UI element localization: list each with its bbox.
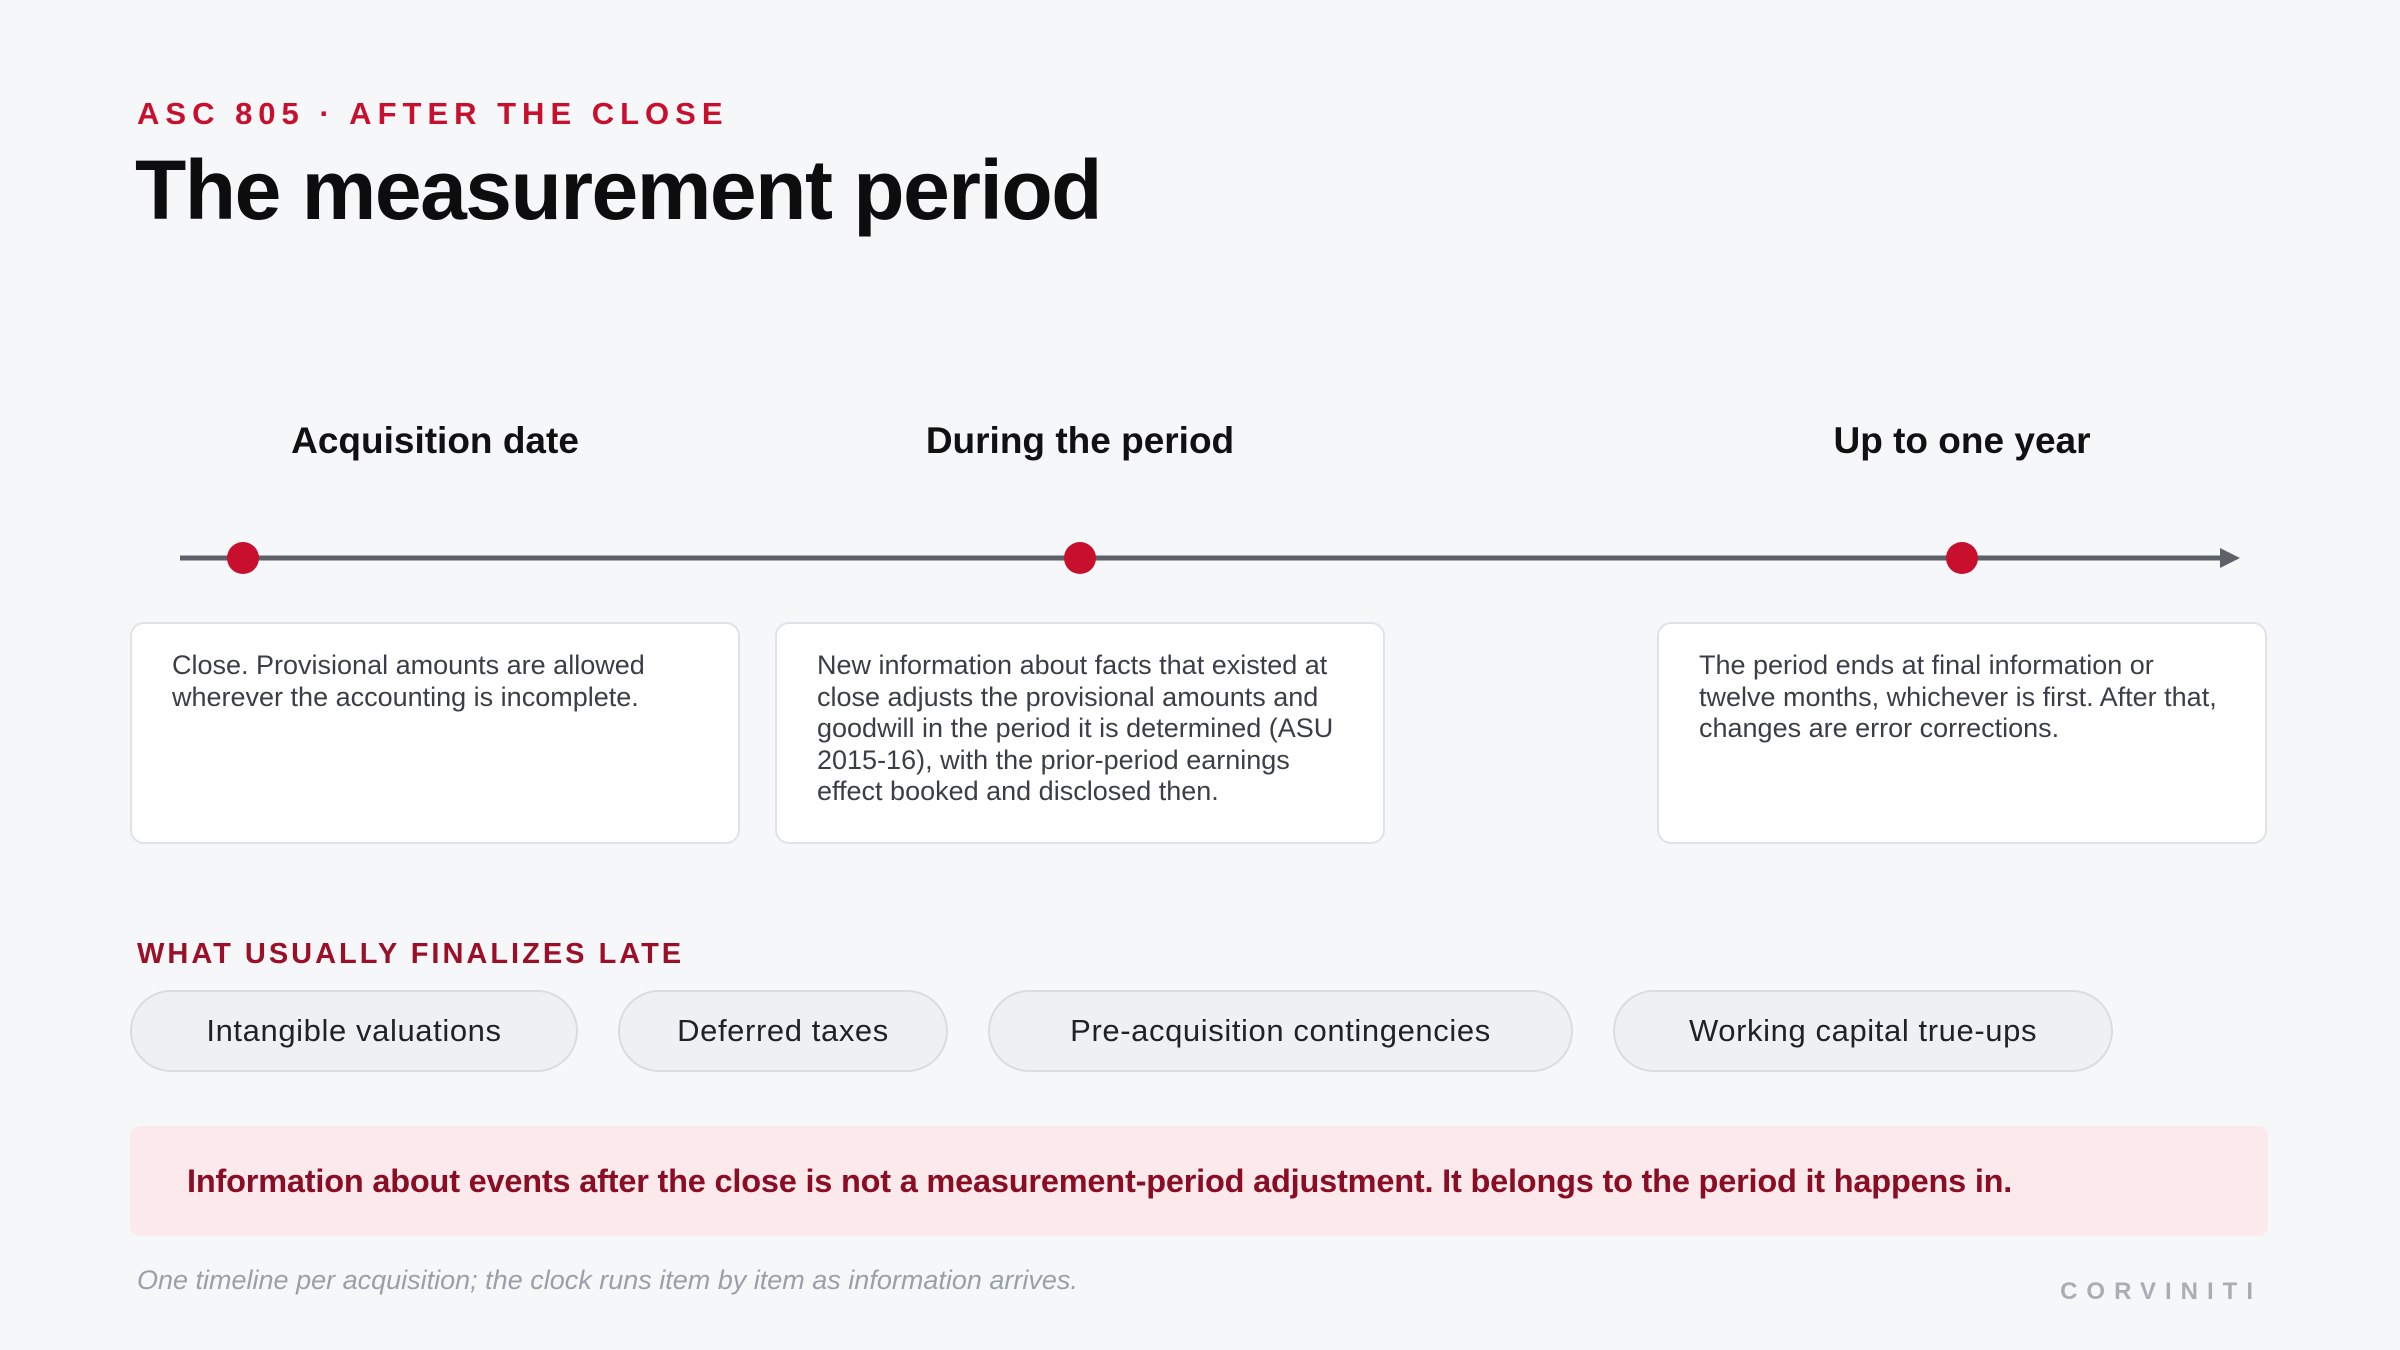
key-callout xyxy=(130,1126,2268,1236)
stage-label-during-period: During the period xyxy=(925,420,1235,461)
late-item-pill: Deferred taxes xyxy=(618,990,948,1072)
stage-label-up-to-one-year: Up to one year xyxy=(1833,420,2091,461)
page-title: The measurement period xyxy=(135,143,1101,237)
footnote: One timeline per acquisition; the clock runs item by item as information arrives. xyxy=(137,1265,1078,1295)
stage-card-text: Close. Provisional amounts are allowed wherever the accounting is incomplete. xyxy=(172,650,645,712)
eyebrow: ASC 805 · AFTER THE CLOSE xyxy=(137,96,729,131)
stage-card-acquisition-date xyxy=(130,622,740,844)
callout-text: Information about events after the close is not a measurement-period adjustment. It belongs to the period it happens in. xyxy=(187,1162,2013,1199)
late-item-pill: Pre-acquisition contingencies xyxy=(988,990,1573,1072)
stage-card-text: The period ends at final information or twelve months, whichever is first. After that, changes are error corrections. xyxy=(1699,650,2217,743)
late-item-pill: Working capital true-ups xyxy=(1613,990,2113,1072)
timeline-marker-up-to-one-year xyxy=(1946,542,1978,574)
brand-wordmark: CORVINITI xyxy=(2060,1278,2262,1305)
stage-card-during-period xyxy=(775,622,1385,844)
late-items-heading: WHAT USUALLY FINALIZES LATE xyxy=(137,938,685,970)
timeline-arrowhead xyxy=(2220,548,2240,568)
late-item-pill: Intangible valuations xyxy=(130,990,578,1072)
timeline-marker-acquisition-date xyxy=(227,542,259,574)
timeline-marker-during-period xyxy=(1064,542,1096,574)
stage-label-acquisition-date: Acquisition date xyxy=(291,420,579,461)
stage-card-up-to-one-year xyxy=(1657,622,2267,844)
stage-card-text: New information about facts that existed at close adjusts the provisional amounts and goodwill in the period it is determined (ASU 2015-16), with the prior-period earnings effect booked and disclosed then. xyxy=(817,650,1334,806)
